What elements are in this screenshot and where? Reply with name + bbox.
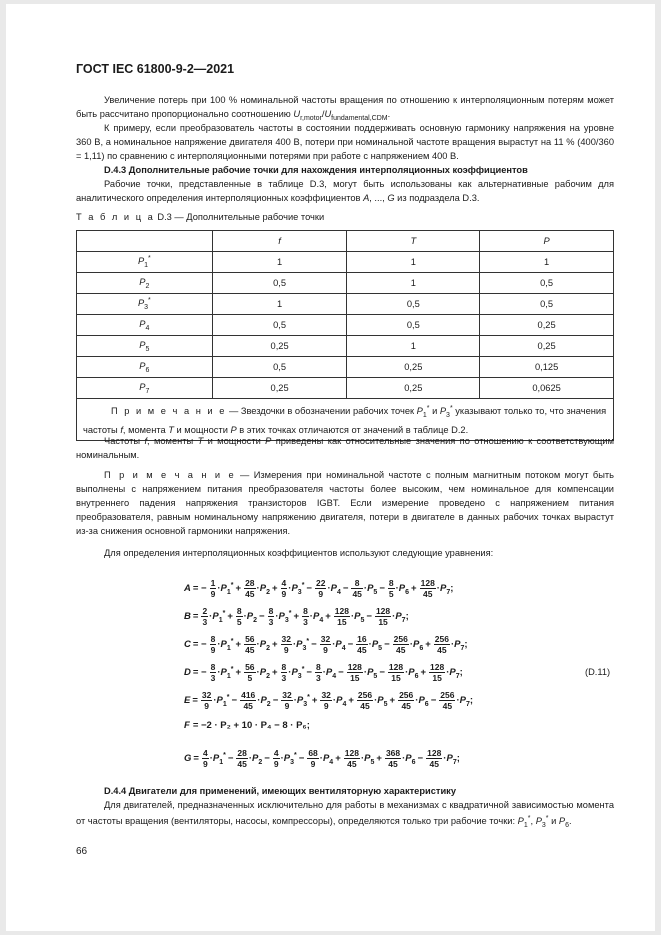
operating-points-table: [76, 230, 614, 441]
row-f-value: 0,25: [212, 336, 347, 357]
row-p-value: 0,125: [480, 357, 614, 378]
row-f-value: 0,5: [212, 273, 347, 294]
fraction: $\frac{32}{9}$: [201, 690, 212, 711]
fraction: $\frac{256}{45}$: [357, 690, 373, 711]
row-point-label: $P_1^*$: [77, 252, 213, 273]
table-row: [77, 252, 614, 273]
fraction: $\frac{56}{5}$: [245, 662, 255, 683]
table-header-row: [77, 231, 614, 252]
intro-paragraph-2: К примеру, если преобразователь частоты в состоянии поддерживать основную гармонику напряжения на уровне 360 В, а номинальное напряжение двигателя 400 В, потери при номинальной частоте вращения вырастут на 11 % (400/360 = 1,11) по сравнению с интерполяционными потерями при работе с напряжением 400 В.: [76, 123, 614, 161]
fraction: $\frac{68}{9}$: [308, 748, 318, 769]
section-d44-text: Для двигателей, предназначенных исключительно для работы в механизмах с квадратичной зависимостью момента от частоты вращения (вентиляторы, насосы, компрессоры), определяются только три рабочие точки: $P_1^*$, $P_3^*$ и $P_6$.: [76, 800, 614, 829]
fraction: $\frac{32}{9}$: [320, 634, 331, 655]
row-p-value: 0,0625: [480, 378, 614, 399]
fraction: $\frac{16}{45}$: [357, 634, 367, 655]
row-f-value: 1: [212, 294, 347, 315]
table-row: [77, 315, 614, 336]
row-t-value: 0,25: [347, 357, 480, 378]
row-t-value: 1: [347, 273, 480, 294]
row-point-label: $P_2$: [77, 273, 213, 294]
fraction: $\frac{8}{3}$: [315, 662, 321, 683]
row-p-value: 0,25: [480, 315, 614, 336]
table-row: [77, 357, 614, 378]
row-point-label: $P_4$: [77, 315, 213, 336]
fraction: $\frac{128}{45}$: [427, 748, 442, 769]
equation-a: A = − $\frac{1}{9}$ $\cdot P_1^*$ + $\frac{28}{45}$ $\cdot P_2$ + $\frac{4}{9}$ $\cdot P_3^*$ − $\frac{22}{9}$ $\cdot P_4$ − $\frac{8}{45}$ $\cdot P_5$ − $\frac{8}{5}$ $\cdot P_6$ + $\frac{128}{45}$ $\cdot P_7$;: [184, 578, 454, 599]
fraction: $\frac{4}{9}$: [281, 578, 287, 599]
row-f-value: 1: [212, 252, 347, 273]
section-d43-heading: D.4.3 Дополнительные рабочие точки для нахождения интерполяционных коэффициентов: [104, 165, 528, 175]
row-p-value: 0,25: [480, 336, 614, 357]
row-point-label: $P_6$: [77, 357, 213, 378]
fraction: $\frac{128}{15}$: [375, 606, 391, 627]
fraction: $\frac{8}{9}$: [210, 634, 216, 655]
measurement-note: П р и м е ч а н и е — Измерения при номинальной частоте с полным магнитным потоком могут быть выполнены с напряжением питания преобразователя частоты более высоким, чем номинальное для компенсации внутреннего падения напряжения транзисторов IGBT. Если измерение проведено с напряжением питания преобразователя, равным номинальному напряжению двигателя, потери в двигателе в данных рабочих точках вырастут из-за снижения основной гармоники напряжения.: [76, 470, 614, 536]
row-f-value: 0,5: [212, 315, 347, 336]
intro-paragraph-1: Увеличение потерь при 100 % номинальной частоты вращения по отношению к интерполяционным потерям может быть рассчитано пропорционально соотношению $U_{r,motor}/U_{fundamental,CDM}$.: [76, 95, 614, 122]
row-point-label: $P_5$: [77, 336, 213, 357]
section-d43-text: Рабочие точки, представленные в таблице D.3, могут быть использованы как альтернативные рабочим для аналитического определения интерполяционных коэффициентов A, ..., G из подраздела D.3.: [76, 179, 614, 203]
table-header-cell: f: [212, 231, 347, 252]
fraction: $\frac{8}{5}$: [388, 578, 394, 599]
equation-c: C = − $\frac{8}{9}$ $\cdot P_1^*$ + $\frac{56}{45}$ $\cdot P_2$ + $\frac{32}{9}$ $\cdot P_3^*$ − $\frac{32}{9}$ $\cdot P_4$ − $\frac{16}{45}$ $\cdot P_5$ − $\frac{256}{45}$ $\cdot P_6$ + $\frac{256}{45}$ $\cdot P_7$;: [184, 634, 468, 655]
table-note: П р и м е ч а н и е — Звездочки в обозначении рабочих точек $P_1^*$ и $P_3^*$ указывают только то, что значения частоты f, момента T и мощности P в этих точках отличаются от значений в таблице D.2.: [77, 399, 614, 441]
fraction: $\frac{28}{45}$: [237, 748, 247, 769]
fraction: $\frac{28}{45}$: [245, 578, 255, 599]
frequency-paragraph: Частоты f, моменты T и мощности P приведены как относительные значения по отношению к соответствующим номинальным.: [76, 436, 614, 460]
fraction: $\frac{8}{3}$: [303, 606, 308, 627]
row-p-value: 0,5: [480, 273, 614, 294]
fraction: $\frac{8}{3}$: [210, 662, 216, 683]
table-row: [77, 336, 614, 357]
page-number: 66: [76, 846, 88, 857]
row-f-value: 0,25: [212, 378, 347, 399]
row-t-value: 0,5: [347, 315, 480, 336]
document-header: ГОСТ IEC 61800-9-2—2021: [76, 62, 235, 76]
table-caption: Т а б л и ц а D.3 — Дополнительные рабочие точки: [76, 212, 325, 222]
row-t-value: 1: [347, 252, 480, 273]
row-t-value: 1: [347, 336, 480, 357]
fraction: $\frac{256}{45}$: [393, 634, 408, 655]
fraction: $\frac{1}{9}$: [210, 578, 216, 599]
row-point-label: $P_7$: [77, 378, 213, 399]
table-header-cell: T: [347, 231, 480, 252]
fraction: $\frac{128}{15}$: [347, 662, 362, 683]
table-header-cell: P: [480, 231, 614, 252]
equation-number: (D.11): [585, 667, 611, 677]
fraction: $\frac{128}{15}$: [388, 662, 404, 683]
fraction: $\frac{8}{3}$: [281, 662, 287, 683]
fraction: $\frac{256}{45}$: [434, 634, 449, 655]
section-d44-heading: D.4.4 Двигатели для применений, имеющих вентиляторную характеристику: [104, 786, 457, 796]
row-p-value: 1: [480, 252, 614, 273]
fraction: $\frac{4}{9}$: [273, 748, 279, 769]
fraction: $\frac{8}{3}$: [268, 606, 274, 627]
fraction: $\frac{128}{45}$: [420, 578, 435, 599]
equation-d: D = − $\frac{8}{3}$ $\cdot P_1^*$ + $\frac{56}{5}$ $\cdot P_2$ + $\frac{8}{3}$ $\cdot P_3^*$ − $\frac{8}{3}$ $\cdot P_4$ − $\frac{128}{15}$ $\cdot P_5$ − $\frac{128}{15}$ $\cdot P_6$ + $\frac{128}{15}$ $\cdot P_7$;: [184, 662, 463, 683]
equation-e: E = $\frac{32}{9}$ $\cdot P_1^*$ − $\frac{416}{45}$ $\cdot P_2$ − $\frac{32}{9}$ $\cdot P_3^*$ + $\frac{32}{9}$ $\cdot P_4$ + $\frac{256}{45}$ $\cdot P_5$ + $\frac{256}{45}$ $\cdot P_6$ − $\frac{256}{45}$ $\cdot P_7$;: [184, 690, 474, 711]
table-row: [77, 273, 614, 294]
row-t-value: 0,25: [347, 378, 480, 399]
fraction: $\frac{2}{3}$: [202, 606, 208, 627]
fraction: $\frac{8}{45}$: [352, 578, 362, 599]
table-row: [77, 378, 614, 399]
fraction: $\frac{32}{9}$: [321, 690, 331, 711]
fraction: $\frac{32}{9}$: [281, 634, 291, 655]
fraction: $\frac{32}{9}$: [282, 690, 292, 711]
fraction: $\frac{56}{45}$: [245, 634, 255, 655]
fraction: $\frac{22}{9}$: [315, 578, 326, 599]
row-t-value: 0,5: [347, 294, 480, 315]
fraction: $\frac{128}{15}$: [334, 606, 349, 627]
table-header-cell: [77, 231, 213, 252]
equation-g: G = $\frac{4}{9}$ $\cdot P_1^*$ − $\frac{28}{45}$ $\cdot P_2$ − $\frac{4}{9}$ $\cdot P_3^*$ − $\frac{68}{9}$ $\cdot P_4$ + $\frac{128}{45}$ $\cdot P_5$ + $\frac{368}{45}$ $\cdot P_6$ − $\frac{128}{45}$ $\cdot P_7$;: [184, 748, 460, 769]
equations-intro: Для определения интерполяционных коэффициентов используют следующие уравнения:: [104, 548, 494, 558]
table-row: [77, 294, 614, 315]
fraction: $\frac{4}{9}$: [202, 748, 208, 769]
fraction: $\frac{368}{45}$: [385, 748, 401, 769]
fraction: $\frac{416}{45}$: [241, 690, 256, 711]
row-point-label: $P_3^*$: [77, 294, 213, 315]
equation-b: B = $\frac{2}{3}$ $\cdot P_1^*$ + $\frac{8}{5}$ $\cdot P_2$ − $\frac{8}{3}$ $\cdot P_3^*$ + $\frac{8}{3}$ $\cdot P_4$ + $\frac{128}{15}$ $\cdot P_5$ − $\frac{128}{15}$ $\cdot P_7$;: [184, 606, 409, 627]
fraction: $\frac{8}{5}$: [236, 606, 242, 627]
row-p-value: 0,5: [480, 294, 614, 315]
equation-f: F = −2 · P₂ + 10 · P₄ − 8 · P₆;: [184, 720, 310, 731]
fraction: $\frac{128}{15}$: [430, 662, 445, 683]
fraction: $\frac{256}{45}$: [399, 690, 414, 711]
fraction: $\frac{256}{45}$: [440, 690, 455, 711]
row-f-value: 0,5: [212, 357, 347, 378]
fraction: $\frac{128}{45}$: [344, 748, 359, 769]
